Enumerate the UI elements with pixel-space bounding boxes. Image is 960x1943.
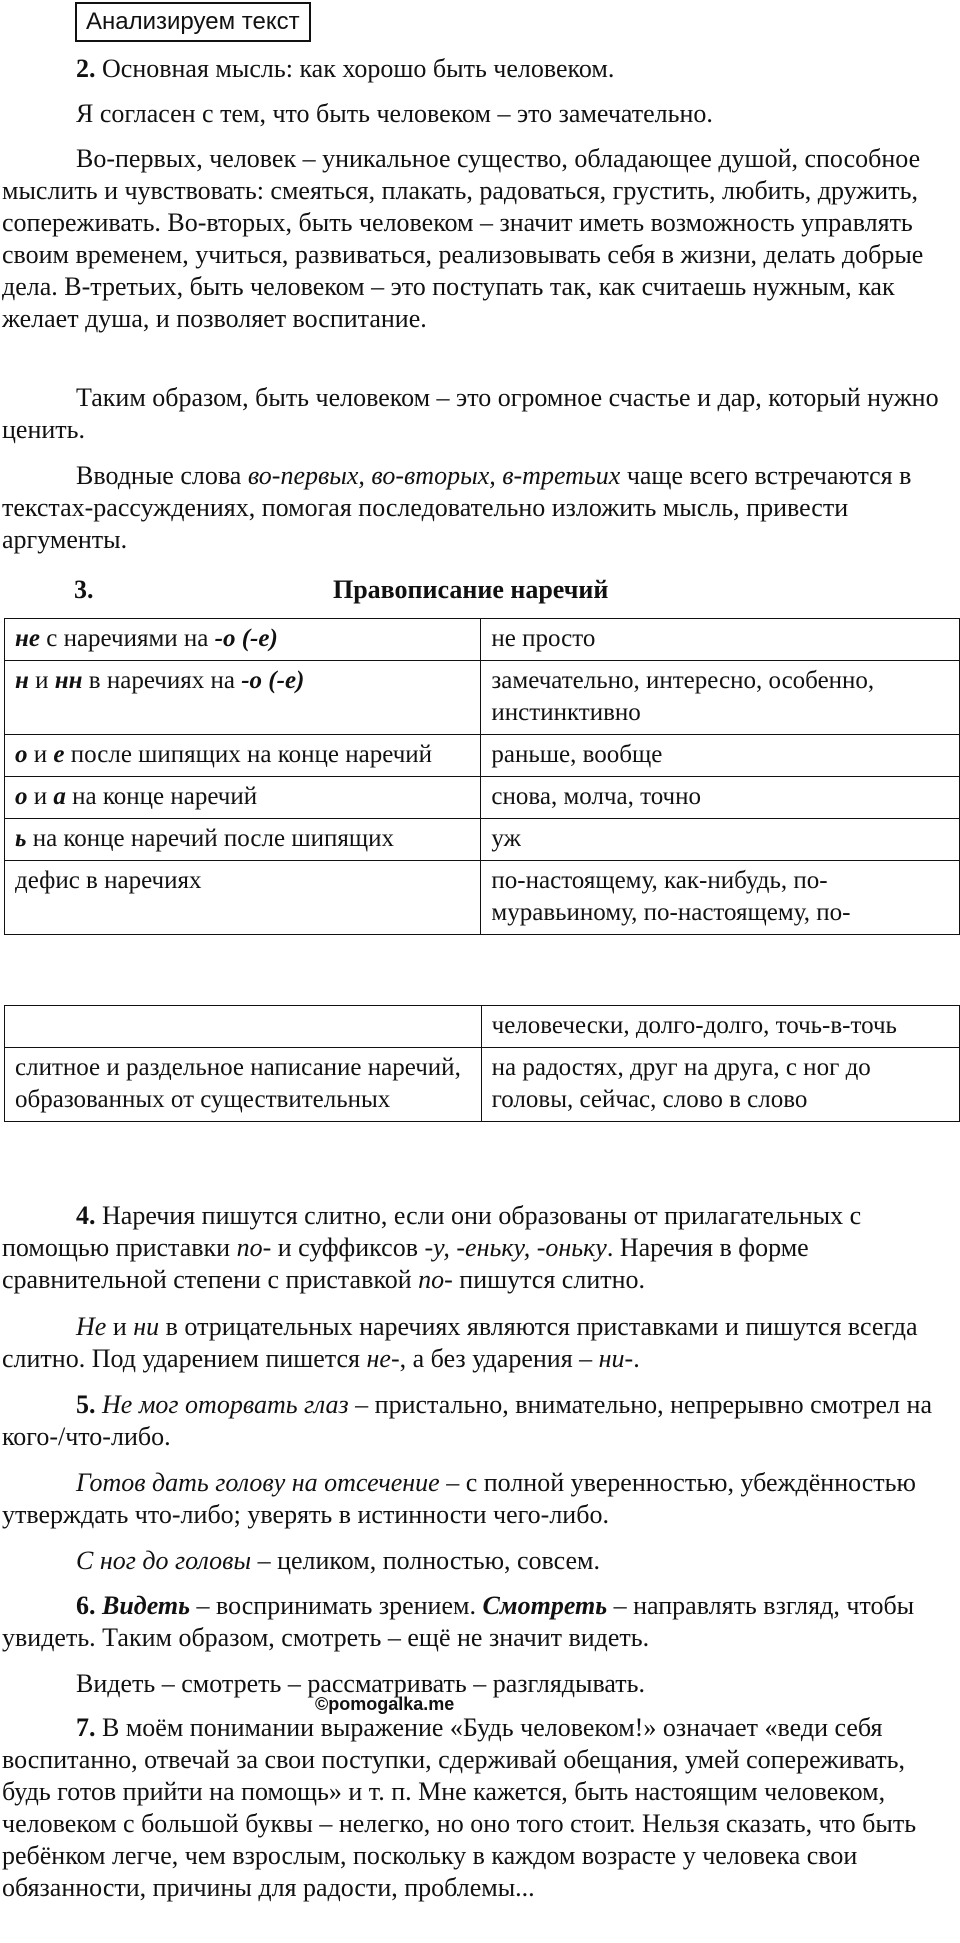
examples-cell: снова, молча, точно (481, 777, 960, 819)
adverb-spelling-table (4, 618, 960, 935)
table-row (5, 619, 960, 661)
task2-conclusion: Таким образом, быть человеком – это огромное счастье и дар, который нужно ценить. (2, 383, 939, 444)
examples-cell: уж (481, 819, 960, 861)
table-row (5, 735, 960, 777)
task4-rule: 4. Наречия пишутся слитно, если они образованы от прилагательных с помощью приставки по- и суффиксов -у, -еньку, -оньку. Наречия в форме сравнительной степени с приставкой по- пишутся слитно. (2, 1201, 862, 1294)
task4-negative-prefixes: Не и ни в отрицательных наречиях являются приставками и пишутся всегда слитно. Под ударением пишется не-, а без ударения – ни-. (2, 1312, 918, 1373)
task2-intro-words (2, 460, 952, 556)
rule-cell: о и е после шипящих на конце наречий (5, 735, 481, 777)
section-title-box: Анализируем текст (75, 2, 311, 42)
table-row (5, 1048, 960, 1122)
examples-cell: человечески, долго-долго, точь-в-точь (481, 1006, 959, 1048)
examples-cell: по-настоящему, как-нибудь, по-муравьиному, по-настоящему, по- (481, 861, 960, 935)
italic-text: во-первых, во-вторых, в-третьих (247, 461, 621, 490)
table-title: Правописание наречий (333, 575, 609, 604)
examples-cell: раньше, вообще (481, 735, 960, 777)
adverb-spelling-table-continued (4, 1005, 960, 1122)
task-number: 2. (76, 54, 96, 83)
rule-cell: дефис в наречиях (5, 861, 481, 935)
rule-cell: ь на конце наречий после шипящих (5, 819, 481, 861)
task-number: 3. (74, 575, 94, 604)
task2-arguments: Во-первых, человек – уникальное существо, обладающее душой, способное мыслить и чувствовать: смеяться, плакать, радоваться, грустить, любить, дружить, сопереживать. Во-вторых, быть человеком – значит иметь возможность управлять своим временем, учиться, развиваться, реализовывать себя в жизни, делать добрые дела. В-третьих, быть человеком – это поступать так, как считаешь нужным, как желает душа, и позволяет воспитание. (2, 144, 924, 333)
table-row (5, 819, 960, 861)
rule-cell: о и а на конце наречий (5, 777, 481, 819)
task6-synonym-row: Видеть – смотреть – рассматривать – разглядывать. (76, 1669, 646, 1698)
rule-cell: не с наречиями на -о (-е) (5, 619, 481, 661)
table-row (5, 777, 960, 819)
task-number: 4. (76, 1201, 96, 1230)
examples-cell: замечательно, интересно, особенно, инстинктивно (481, 661, 960, 735)
table-row (5, 1006, 960, 1048)
table-row (5, 861, 960, 935)
rule-cell (5, 1006, 482, 1048)
text: Вводные слова (76, 461, 248, 490)
examples-cell: не просто (481, 619, 960, 661)
table-row (5, 661, 960, 735)
task2-main-idea (2, 53, 952, 85)
task5-idiom-2: Готов дать голову на отсечение – с полной уверенностью, убеждённостью утверждать что-либо; уверять в истинности чего-либо. (2, 1468, 916, 1529)
task2-agree: Я согласен с тем, что быть человеком – это замечательно. (76, 99, 713, 128)
rule-cell: н и нн в наречиях на -о (-е) (5, 661, 481, 735)
watermark: ©pomogalka.me (315, 1694, 455, 1714)
task7-essay: 7. В моём понимании выражение «Будь человеком!» означает «веди себя воспитанно, отвечай за свои поступки, сдерживай обещания, умей сопереживать, будь готов прийти на помощь» и т. п. Мне кажется, быть настоящим человеком, человеком с большой буквы – нелегко, но оно того стоит. Нельзя сказать, что быть ребёнком легче, чем взрослым, поскольку в каждом возрасте у человека свои обязанности, причины для радости, проблемы... (2, 1713, 917, 1902)
text: чаще всего встречаются в текстах-рассуждениях, помогая последовательно изложить мысль, привести аргументы. (2, 461, 912, 554)
task6-definitions: 6. Видеть – воспринимать зрением. Смотреть – направлять взгляд, чтобы увидеть. Таким образом, смотреть – ещё не значит видеть. (2, 1591, 915, 1652)
task5-idiom-3: С ног до головы – целиком, полностью, совсем. (76, 1546, 601, 1575)
task5-idiom-1: 5. Не мог оторвать глаз – пристально, внимательно, непрерывно смотрел на кого-/что-либо. (2, 1390, 932, 1451)
text: Основная мысль: как хорошо быть человеком. (102, 54, 615, 83)
task-number: 7. (76, 1713, 96, 1742)
task-number: 5. (76, 1390, 96, 1419)
examples-cell: на радостях, друг на друга, с ног до головы, сейчас, слово в слово (481, 1048, 959, 1122)
task-number: 6. (76, 1591, 96, 1620)
rule-cell: слитное и раздельное написание наречий, образованных от существительных (5, 1048, 482, 1122)
